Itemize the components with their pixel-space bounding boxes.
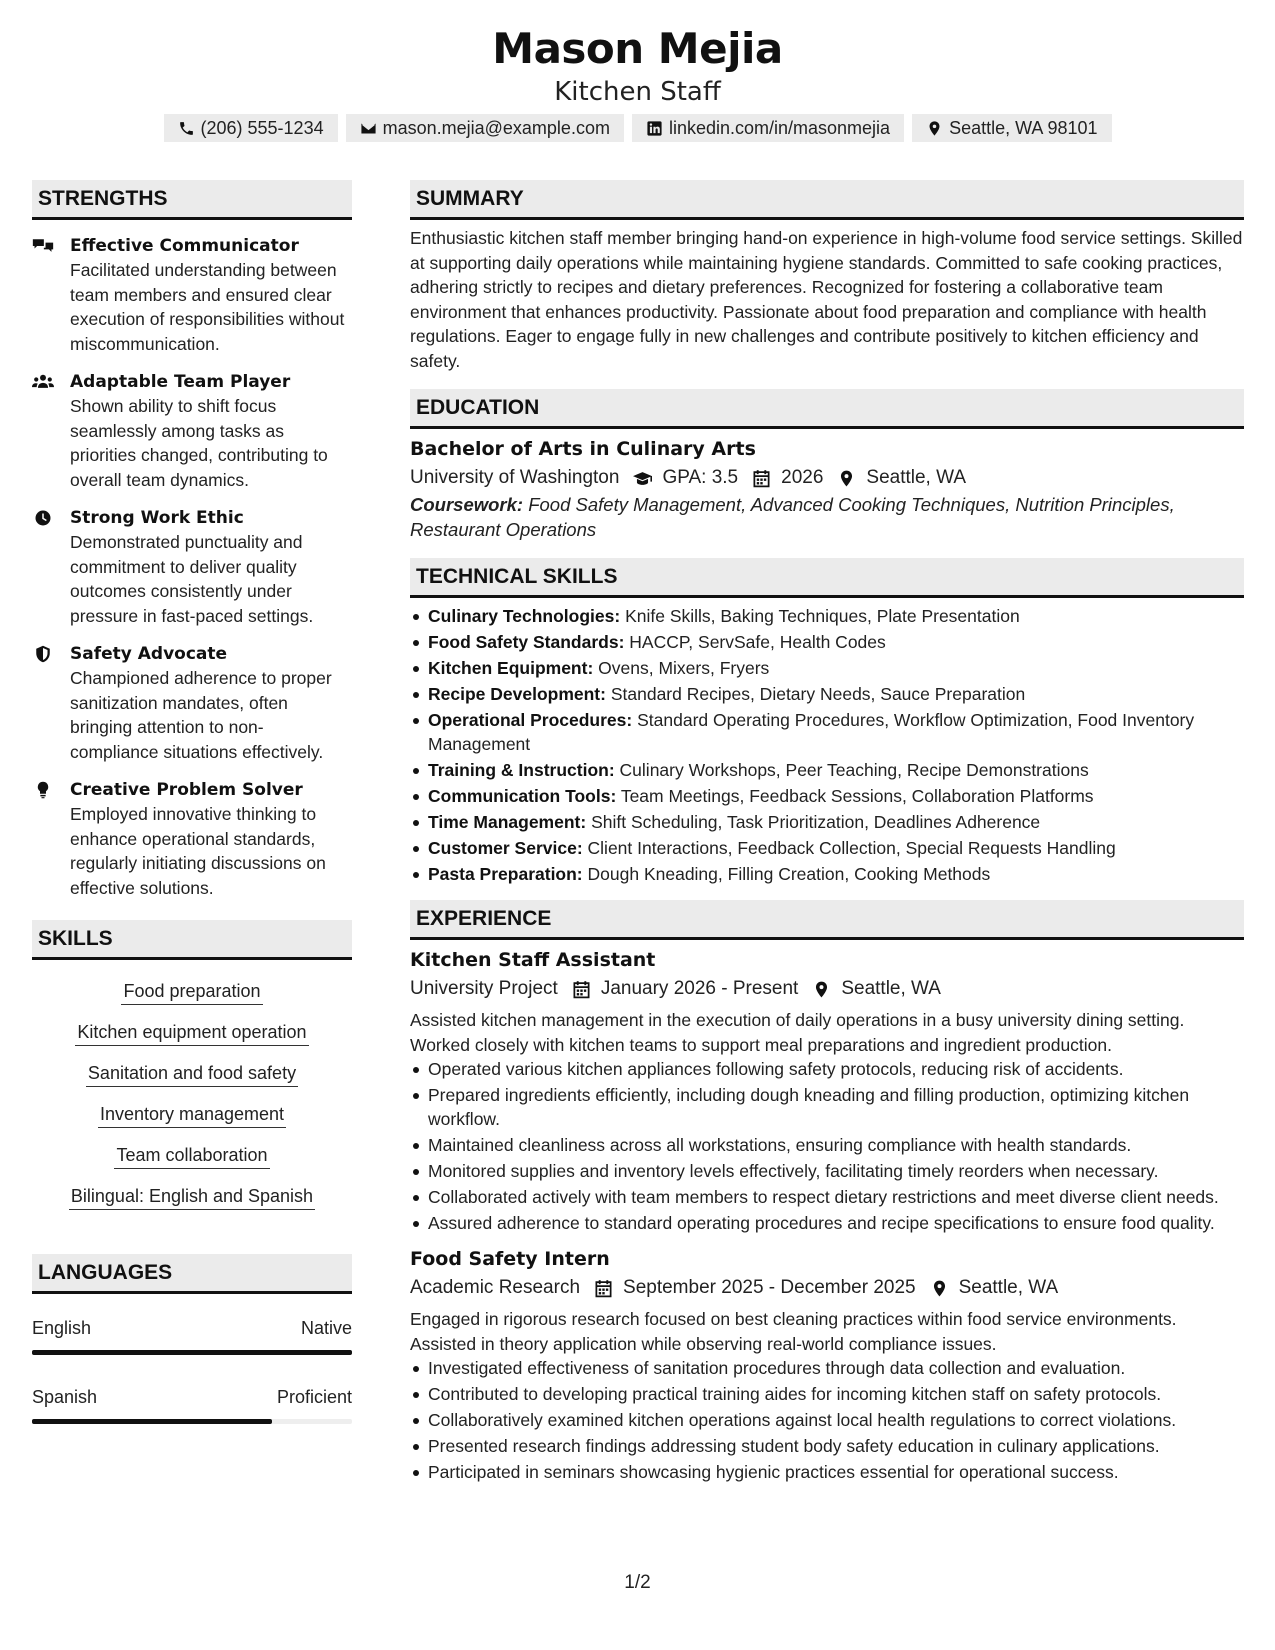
job-location: Seattle, WA bbox=[841, 978, 941, 999]
calendar-icon bbox=[594, 1279, 613, 1298]
skill-tag: Kitchen equipment operation bbox=[75, 1019, 308, 1046]
strength-desc: Demonstrated punctuality and commitment to deliver quality outcomes consistently under pressure in fast-paced settings. bbox=[70, 532, 314, 626]
skill-label: Time Management: bbox=[428, 812, 587, 832]
school-name: University of Washington bbox=[410, 467, 620, 488]
calendar-icon bbox=[752, 469, 771, 488]
calendar-icon bbox=[572, 980, 591, 999]
list-item: Investigated effectiveness of sanitation procedures through data collection and evaluation. bbox=[410, 1356, 1244, 1380]
strength-title: Adaptable Team Player bbox=[70, 372, 291, 392]
school-location: Seattle, WA bbox=[866, 467, 967, 488]
job-location: Seattle, WA bbox=[958, 1277, 1059, 1298]
clock-icon bbox=[32, 509, 54, 527]
list-item bbox=[410, 836, 1244, 860]
location-text: Seattle, WA 98101 bbox=[949, 118, 1098, 138]
contact-linkedin[interactable] bbox=[632, 114, 904, 142]
strength-item bbox=[32, 370, 352, 492]
list-item bbox=[410, 604, 1244, 628]
language-level: Proficient bbox=[276, 1387, 352, 1407]
job-description: Engaged in rigorous research focused on best cleaning practices within food service environments. Assisted in theory application while observing real-world compliance issues. bbox=[410, 1309, 1177, 1354]
location-pin-icon bbox=[837, 469, 856, 488]
list-item bbox=[410, 758, 1244, 782]
envelope-icon bbox=[360, 120, 377, 137]
skill-label: Customer Service: bbox=[428, 838, 583, 858]
location-pin-icon bbox=[926, 120, 943, 137]
skill-label: Communication Tools: bbox=[428, 786, 617, 806]
email-text: mason.mejia@example.com bbox=[382, 118, 610, 138]
education-heading: EDUCATION bbox=[410, 389, 1244, 429]
strength-item bbox=[32, 506, 352, 628]
job-bullets bbox=[410, 1057, 1244, 1235]
technical-skills-heading: TECHNICAL SKILLS bbox=[410, 558, 1244, 598]
language-name: Spanish bbox=[32, 1387, 98, 1407]
job-dates: September 2025 - December 2025 bbox=[623, 1277, 916, 1298]
strengths-heading: STRENGTHS bbox=[32, 180, 352, 220]
list-item: Collaborated actively with team members to respect dietary restrictions and meet diverse client needs. bbox=[410, 1185, 1244, 1209]
candidate-name: Mason Mejia bbox=[492, 24, 783, 73]
language-bar-fill bbox=[32, 1350, 352, 1355]
skill-value: Knife Skills, Baking Techniques, Plate Presentation bbox=[625, 606, 1020, 626]
skill-value: Standard Operating Procedures, Workflow Optimization, Food Inventory Management bbox=[428, 710, 1195, 754]
skill-value: Standard Recipes, Dietary Needs, Sauce Preparation bbox=[610, 684, 1026, 704]
list-item: Assured adherence to standard operating procedures and recipe specifications to ensure food quality. bbox=[410, 1211, 1244, 1235]
page-number: 1/2 bbox=[624, 1572, 651, 1593]
languages-heading: LANGUAGES bbox=[32, 1254, 352, 1294]
job-title: Food Safety Intern bbox=[410, 1248, 610, 1270]
contact-email[interactable] bbox=[346, 114, 624, 142]
skill-value: Culinary Workshops, Peer Teaching, Recipe Demonstrations bbox=[619, 760, 1089, 780]
skill-value: Shift Scheduling, Task Prioritization, Deadlines Adherence bbox=[591, 812, 1041, 832]
skill-tag: Team collaboration bbox=[114, 1142, 269, 1169]
coursework bbox=[410, 493, 1244, 542]
contact-phone[interactable] bbox=[164, 114, 338, 142]
chat-bubbles-icon bbox=[32, 237, 54, 255]
list-item: Presented research findings addressing student body safety education in culinary applications. bbox=[410, 1434, 1244, 1458]
skill-value: Ovens, Mixers, Fryers bbox=[598, 658, 770, 678]
job-org: Academic Research bbox=[410, 1277, 581, 1298]
list-item: Prepared ingredients efficiently, including dough kneading and filling production, optimizing kitchen workflow. bbox=[410, 1083, 1244, 1131]
skill-tag: Food preparation bbox=[121, 978, 262, 1005]
list-item: Operated various kitchen appliances following safety protocols, reducing risk of accidents. bbox=[410, 1057, 1244, 1081]
skill-label: Recipe Development: bbox=[428, 684, 606, 704]
job-meta bbox=[410, 974, 1244, 1004]
linkedin-text: linkedin.com/in/masonmejia bbox=[668, 118, 891, 138]
job-title: Kitchen Staff Assistant bbox=[410, 949, 656, 971]
strength-title: Effective Communicator bbox=[70, 236, 299, 256]
strength-item bbox=[32, 778, 352, 900]
skill-label: Kitchen Equipment: bbox=[428, 658, 594, 678]
language-bar bbox=[32, 1419, 352, 1424]
list-item bbox=[410, 784, 1244, 808]
skill-value: Team Meetings, Feedback Sessions, Collaboration Platforms bbox=[620, 786, 1094, 806]
job-meta bbox=[410, 1273, 1244, 1303]
skill-label: Pasta Preparation: bbox=[428, 864, 583, 884]
technical-skills-list bbox=[410, 604, 1244, 886]
gpa: GPA: 3.5 bbox=[662, 467, 739, 488]
graduation-cap-icon bbox=[633, 469, 652, 488]
degree-title: Bachelor of Arts in Culinary Arts bbox=[410, 438, 756, 460]
job-entry bbox=[410, 1245, 1244, 1484]
skill-tag: Inventory management bbox=[98, 1101, 286, 1128]
list-item: Contributed to developing practical training aides for incoming kitchen staff on safety protocols. bbox=[410, 1382, 1244, 1406]
skills-list bbox=[32, 972, 352, 1218]
job-description: Assisted kitchen management in the execution of daily operations in a busy university dining setting. Worked closely with kitchen teams to support meal preparations and ingredient production. bbox=[410, 1010, 1185, 1055]
skills-heading: SKILLS bbox=[32, 920, 352, 960]
phone-icon bbox=[178, 120, 195, 137]
strength-title: Creative Problem Solver bbox=[70, 780, 303, 800]
summary-heading: SUMMARY bbox=[410, 180, 1244, 220]
linkedin-icon bbox=[646, 120, 663, 137]
right-column bbox=[410, 180, 1244, 1486]
strength-item bbox=[32, 234, 352, 356]
skill-label: Culinary Technologies: bbox=[428, 606, 621, 626]
job-entry bbox=[410, 946, 1244, 1235]
strength-title: Strong Work Ethic bbox=[70, 508, 244, 528]
job-bullets bbox=[410, 1356, 1244, 1484]
language-bar-fill bbox=[32, 1419, 272, 1424]
job-role: Kitchen Staff bbox=[554, 77, 721, 107]
resume-header bbox=[0, 22, 1275, 142]
list-item: Maintained cleanliness across all workstations, ensuring compliance with health standards. bbox=[410, 1133, 1244, 1157]
list-item: Collaboratively examined kitchen operations against local health regulations to correct violations. bbox=[410, 1408, 1244, 1432]
language-name: English bbox=[32, 1318, 92, 1338]
left-column bbox=[32, 180, 352, 1424]
shield-icon bbox=[32, 645, 54, 663]
summary-text: Enthusiastic kitchen staff member bringing hand-on experience in high-volume food service settings. Skilled at supporting daily operations while maintaining hygiene standards. Committed to safe cooking practices, adhering strictly to recipes and dietary preferences. Recognized for fostering a collaborative team environment that enhances productivity. Passionate about food preparation and compliance with health regulations. Eager to engage fully in new challenges and contribute positively to kitchen efficiency and safety. bbox=[410, 228, 1243, 371]
strength-title: Safety Advocate bbox=[70, 644, 228, 664]
graduation-year: 2026 bbox=[781, 467, 824, 488]
list-item: Participated in seminars showcasing hygienic practices essential for operational success. bbox=[410, 1460, 1244, 1484]
skill-tag: Sanitation and food safety bbox=[86, 1060, 298, 1087]
strength-desc: Facilitated understanding between team members and ensured clear execution of responsibilities without miscommunication. bbox=[70, 260, 345, 354]
skill-label: Operational Procedures: bbox=[428, 710, 633, 730]
list-item: Monitored supplies and inventory levels effectively, facilitating timely reorders when necessary. bbox=[410, 1159, 1244, 1183]
lightbulb-icon bbox=[32, 781, 54, 799]
contact-bar bbox=[0, 114, 1275, 142]
job-org: University Project bbox=[410, 978, 558, 999]
location-pin-icon bbox=[812, 980, 831, 999]
strength-desc: Championed adherence to proper sanitization mandates, often bringing attention to non-compliance situations effectively. bbox=[70, 668, 332, 762]
skill-value: HACCP, ServSafe, Health Codes bbox=[629, 632, 886, 652]
language-bar bbox=[32, 1350, 352, 1355]
contact-location bbox=[912, 114, 1111, 142]
education-meta bbox=[410, 463, 1244, 493]
language-item bbox=[32, 1385, 352, 1424]
list-item bbox=[410, 682, 1244, 706]
language-item bbox=[32, 1316, 352, 1355]
list-item bbox=[410, 708, 1244, 756]
strength-desc: Employed innovative thinking to enhance operational standards, regularly initiating discussions on effective solutions. bbox=[70, 804, 326, 898]
skill-label: Training & Instruction: bbox=[428, 760, 615, 780]
coursework-text: Food Safety Management, Advanced Cooking Techniques, Nutrition Principles, Restaurant Operations bbox=[410, 494, 1175, 540]
users-icon bbox=[32, 373, 54, 391]
coursework-label: Coursework: bbox=[410, 494, 524, 515]
list-item bbox=[410, 630, 1244, 654]
list-item bbox=[410, 656, 1244, 680]
job-dates: January 2026 - Present bbox=[600, 978, 799, 999]
skill-value: Dough Kneading, Filling Creation, Cooking Methods bbox=[587, 864, 991, 884]
strength-desc: Shown ability to shift focus seamlessly among tasks as priorities changed, contributing to overall team dynamics. bbox=[70, 396, 328, 490]
experience-heading: EXPERIENCE bbox=[410, 900, 1244, 940]
phone-text: (206) 555-1234 bbox=[200, 118, 324, 138]
list-item bbox=[410, 862, 1244, 886]
skill-value: Client Interactions, Feedback Collection, Special Requests Handling bbox=[587, 838, 1116, 858]
language-level: Native bbox=[300, 1318, 352, 1338]
skill-tag: Bilingual: English and Spanish bbox=[69, 1183, 315, 1210]
list-item bbox=[410, 810, 1244, 834]
strength-item bbox=[32, 642, 352, 764]
location-pin-icon bbox=[930, 1279, 949, 1298]
skill-label: Food Safety Standards: bbox=[428, 632, 625, 652]
